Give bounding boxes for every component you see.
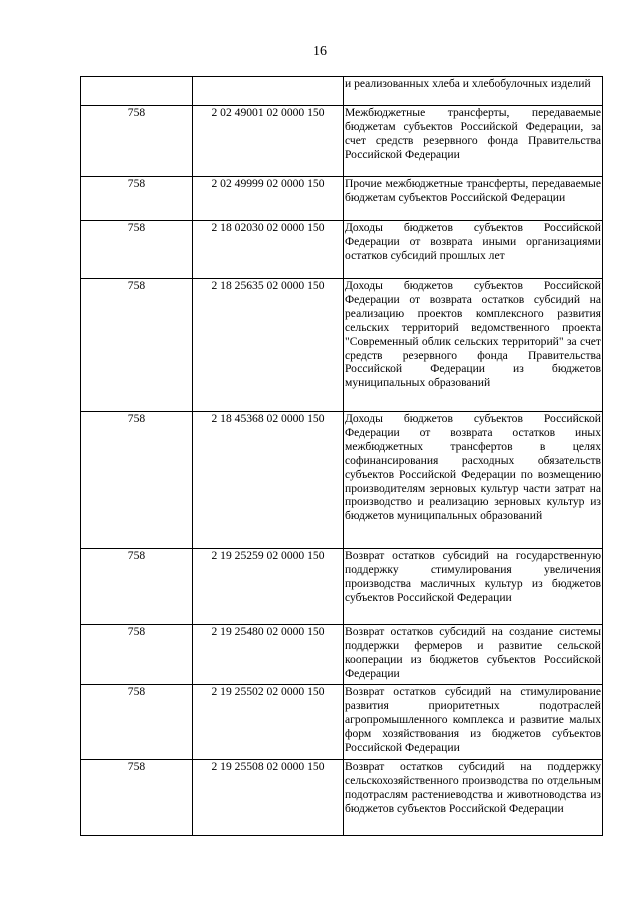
table-row bbox=[81, 549, 603, 625]
budget-code-cell: 2 18 02030 02 0000 150 bbox=[193, 221, 344, 279]
budget-code-cell: 2 19 25502 02 0000 150 bbox=[193, 685, 344, 760]
budget-classification-table bbox=[80, 76, 603, 836]
budget-code-cell bbox=[193, 77, 344, 106]
budget-code-cell: 2 19 25508 02 0000 150 bbox=[193, 760, 344, 836]
table-row bbox=[81, 760, 603, 836]
description-cell: Возврат остатков субсидий на поддержку сельскохозяйственного производства по отдельным подотраслям растениеводства и животноводства из бюджетов субъектов Российской Федерации bbox=[344, 760, 603, 836]
budget-code-cell: 2 02 49999 02 0000 150 bbox=[193, 177, 344, 221]
admin-code-cell: 758 bbox=[81, 177, 193, 221]
budget-code-cell: 2 02 49001 02 0000 150 bbox=[193, 106, 344, 177]
budget-code-cell: 2 19 25480 02 0000 150 bbox=[193, 625, 344, 685]
admin-code-cell: 758 bbox=[81, 685, 193, 760]
budget-code-cell: 2 18 25635 02 0000 150 bbox=[193, 279, 344, 412]
page-number: 16 bbox=[313, 44, 327, 59]
admin-code-cell: 758 bbox=[81, 279, 193, 412]
description-cell: Прочие межбюджетные трансферты, передаваемые бюджетам субъектов Российской Федерации bbox=[344, 177, 603, 221]
admin-code-cell: 758 bbox=[81, 106, 193, 177]
description-cell: Возврат остатков субсидий на создание системы поддержки фермеров и развитие сельской кооперации из бюджетов субъектов Российской Федерации bbox=[344, 625, 603, 685]
table-row bbox=[81, 412, 603, 549]
description-cell: Доходы бюджетов субъектов Российской Федерации от возврата остатков иных межбюджетных трансфертов в целях софинансирования расходных обязательств субъектов Российской Федерации по возмещению производителям зерновых культур части затрат на производство и реализацию зерновых культур из бюджетов муниципальных образований bbox=[344, 412, 603, 549]
table-row bbox=[81, 685, 603, 760]
admin-code-cell: 758 bbox=[81, 221, 193, 279]
table-row bbox=[81, 106, 603, 177]
description-cell: Доходы бюджетов субъектов Российской Федерации от возврата остатков субсидий на реализацию проектов комплексного развития сельских территорий ведомственного проекта "Современный облик сельских территорий" за счет средств резервного фонда Правительства Российской Федерации из бюджетов муниципальных образований bbox=[344, 279, 603, 412]
table-row bbox=[81, 177, 603, 221]
admin-code-cell: 758 bbox=[81, 412, 193, 549]
table-row bbox=[81, 625, 603, 685]
description-cell: Доходы бюджетов субъектов Российской Федерации от возврата иными организациями остатков субсидий прошлых лет bbox=[344, 221, 603, 279]
table-row bbox=[81, 279, 603, 412]
description-cell: Возврат остатков субсидий на государственную поддержку стимулирования увеличения производства масличных культур из бюджетов субъектов Российской Федерации bbox=[344, 549, 603, 625]
description-cell: Возврат остатков субсидий на стимулирование развития приоритетных подотраслей агропромышленного комплекса и развитие малых форм хозяйствования из бюджетов субъектов Российской Федерации bbox=[344, 685, 603, 760]
admin-code-cell: 758 bbox=[81, 760, 193, 836]
admin-code-cell: 758 bbox=[81, 625, 193, 685]
table-row bbox=[81, 77, 603, 106]
table-row bbox=[81, 221, 603, 279]
admin-code-cell: 758 bbox=[81, 549, 193, 625]
description-cell: Межбюджетные трансферты, передаваемые бюджетам субъектов Российской Федерации, за счет средств резервного фонда Правительства Российской Федерации bbox=[344, 106, 603, 177]
description-cell: и реализованных хлеба и хлебобулочных изделий bbox=[344, 77, 603, 106]
admin-code-cell bbox=[81, 77, 193, 106]
budget-code-cell: 2 18 45368 02 0000 150 bbox=[193, 412, 344, 549]
budget-code-cell: 2 19 25259 02 0000 150 bbox=[193, 549, 344, 625]
